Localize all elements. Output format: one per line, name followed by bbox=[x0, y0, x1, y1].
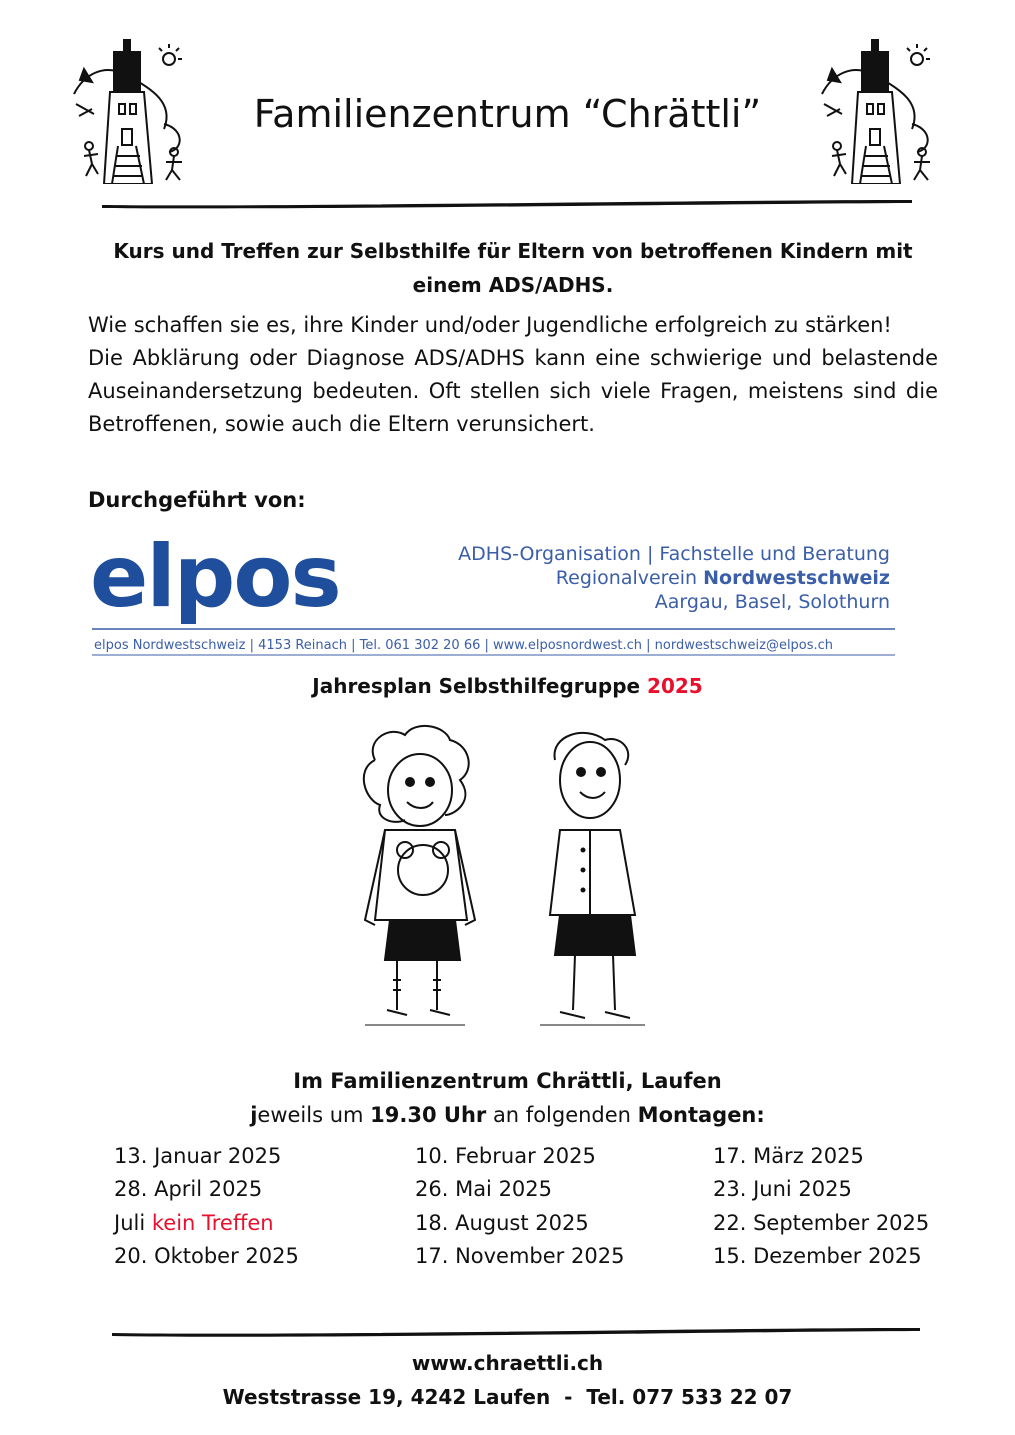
intro-paragraph-2: Die Abklärung oder Diagnose ADS/ADHS kann eine schwierige und belastende Auseinandersetzung bedeuten. Oft stellen sich viele Fragen, meistens sind die Betroffenen, sowie auch die Eltern verunsichert. bbox=[88, 346, 938, 436]
conducted-by-label: Durchgeführt von: bbox=[88, 488, 306, 512]
date-item: 18. August 2025 bbox=[415, 1210, 589, 1235]
elpos-taglines bbox=[458, 543, 890, 613]
date-item: 10. Februar 2025 bbox=[415, 1144, 596, 1168]
location-line-2: jeweils um 19.30 Uhr an folgenden Montagen: bbox=[250, 1103, 765, 1127]
date-item: 26. Mai 2025 bbox=[415, 1177, 553, 1202]
plan-title-text: Jahresplan Selbsthilfegruppe bbox=[312, 674, 648, 698]
location-info bbox=[0, 1064, 1015, 1132]
date-item: 28. April 2025 bbox=[114, 1177, 263, 1202]
date-item: 13. Januar 2025 bbox=[114, 1144, 282, 1168]
girl-figure bbox=[364, 726, 475, 1025]
date-item-july: Juli kein Treffen bbox=[114, 1210, 274, 1235]
plan-title bbox=[0, 674, 1015, 698]
course-heading: Kurs und Treffen zur Selbsthilfe für Eltern von betroffenen Kindern mit einem ADS/ADHS. bbox=[113, 239, 913, 297]
dates-column-1 bbox=[114, 1140, 299, 1273]
elpos-line-2: Regionalverein Nordwestschweiz bbox=[555, 567, 890, 589]
elpos-line-3: Aargau, Basel, Solothurn bbox=[654, 591, 890, 613]
elpos-line-1: ADHS-Organisation | Fachstelle und Beratung bbox=[458, 543, 890, 565]
chraettli-logo-right bbox=[812, 34, 942, 184]
elpos-wordmark bbox=[90, 534, 340, 627]
date-item: 23. Juni 2025 bbox=[713, 1177, 852, 1202]
date-item: 22. September 2025 bbox=[713, 1210, 930, 1235]
intro-text bbox=[88, 309, 938, 441]
address-phone: Weststrasse 19, 4242 Laufen - Tel. 077 533 22 07 bbox=[222, 1385, 793, 1409]
footer bbox=[0, 1346, 1015, 1414]
date-item: 17. März 2025 bbox=[713, 1144, 864, 1168]
footer-divider bbox=[110, 1322, 922, 1334]
elpos-contact: elpos Nordwestschweiz | 4153 Reinach | Tel. 061 302 20 66 | www.elposnordwest.ch | nordwestschweiz@elpos.ch bbox=[94, 638, 834, 653]
date-item: 20. Oktober 2025 bbox=[114, 1243, 299, 1268]
children-illustration bbox=[345, 720, 665, 1040]
dates-column-2 bbox=[415, 1140, 624, 1273]
page-title: Familienzentrum “Chrättli” bbox=[253, 92, 762, 136]
boy-figure bbox=[540, 733, 645, 1025]
plan-year: 2025 bbox=[647, 674, 703, 698]
header-divider bbox=[100, 194, 915, 206]
dates-column-3 bbox=[713, 1140, 929, 1273]
date-item: 17. November 2025 bbox=[415, 1243, 625, 1268]
intro-paragraph-1: Wie schaffen sie es, ihre Kinder und/oder Jugendliche erfolgreich zu stärken! bbox=[88, 313, 892, 337]
date-item: 15. Dezember 2025 bbox=[713, 1243, 922, 1268]
location-line-1: Im Familienzentrum Chrättli, Laufen bbox=[293, 1069, 722, 1093]
elpos-logo bbox=[90, 534, 900, 659]
no-meeting-label: kein Treffen bbox=[151, 1210, 274, 1235]
elpos-wordmark-text: elpos bbox=[90, 534, 340, 627]
website-link[interactable]: www.chraettli.ch bbox=[411, 1351, 604, 1375]
